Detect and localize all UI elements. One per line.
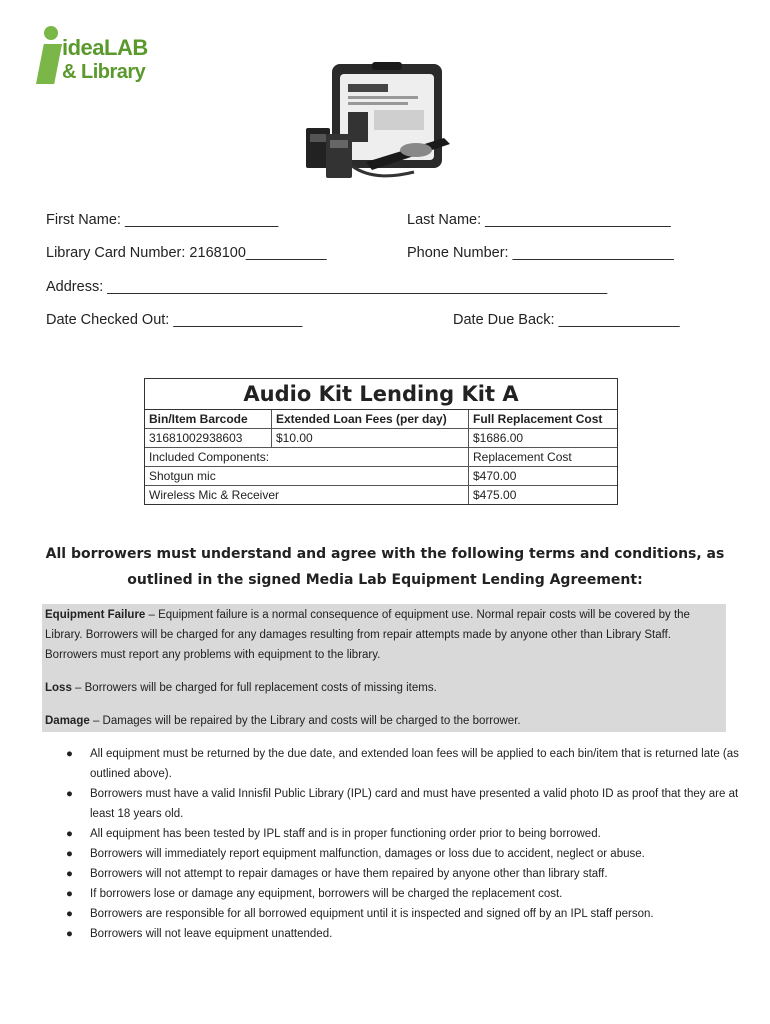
library-card-field[interactable]: Library Card Number: 2168100__________ [46, 245, 327, 261]
bullet-text: Borrowers are responsible for all borrowed equipment until it is inspected and signed off by an IPL staff person. [90, 908, 654, 920]
bullet-text: Borrowers will immediately report equipment malfunction, damages or loss due to accident, neglect or abuse. [90, 848, 645, 860]
first-name-field[interactable]: First Name: ___________________ [46, 212, 279, 228]
bullet-text: Borrowers will not attempt to repair damages or have them repaired by anyone other than library staff. [90, 868, 608, 880]
bullet-icon: ● [66, 868, 73, 880]
list-item [60, 904, 740, 924]
audio-kit-photo [304, 62, 470, 192]
damage-label: Damage [45, 715, 90, 727]
list-item [60, 784, 740, 824]
logo-bar [36, 44, 62, 84]
bullet-icon: ● [66, 908, 73, 920]
loss-text: – Borrowers will be charged for full replacement costs of missing items. [71, 682, 437, 694]
components-label: Included Components: [145, 448, 469, 466]
date-due-back-field[interactable]: Date Due Back: _______________ [453, 312, 680, 328]
logo-line1: ideaLAB [62, 35, 148, 60]
last-name-field[interactable]: Last Name: _______________________ [407, 212, 671, 228]
component-cost: $470.00 [473, 469, 517, 483]
list-item [60, 864, 740, 884]
component-name: Shotgun mic [145, 467, 469, 485]
loan-fee-value: $10.00 [272, 429, 469, 447]
list-item [60, 844, 740, 864]
bullet-icon: ● [66, 888, 73, 900]
bullet-text: If borrowers lose or damage any equipment, borrowers will be charged the replacement cost. [90, 888, 563, 900]
component-row [145, 486, 617, 504]
failure-text: – Equipment failure is a normal consequence of equipment use. Normal repair costs will be covered by the Library. Borrowers will be charged for any damages resulting from repair attempts made by anyone other than Library Staff. Borrowers must report any problems with equipment to the library. [45, 609, 690, 661]
damage-paragraph [45, 711, 725, 731]
list-item [60, 924, 740, 944]
logo-line2: & Library [62, 61, 146, 83]
bullet-icon: ● [66, 748, 73, 760]
logo-dot [44, 26, 58, 40]
list-item [60, 884, 740, 904]
bullet-text: All equipment has been tested by IPL staff and is in proper functioning order prior to being borrowed. [90, 828, 601, 840]
header-barcode: Bin/Item Barcode [145, 410, 272, 428]
component-row [145, 467, 617, 486]
kit-title: Audio Kit Lending Kit A [145, 379, 617, 410]
header-full-cost: Full Replacement Cost [473, 412, 603, 426]
kit-table [144, 378, 618, 505]
full-cost-value: $1686.00 [473, 431, 524, 445]
bullet-text: Borrowers must have a valid Innisfil Public Library (IPL) card and must have presented a valid photo ID as proof that they are at least 18 years old. [90, 788, 739, 820]
terms-intro [40, 541, 730, 593]
bullet-text: Borrowers will not leave equipment unattended. [90, 928, 333, 940]
loss-label: Loss [45, 682, 72, 694]
idealab-logo [36, 24, 166, 86]
kit-header-row [145, 410, 617, 429]
bullet-text: All equipment must be returned by the due date, and extended loan fees will be applied to each bin/item that is returned late (as outlined above). [90, 748, 739, 780]
component-name: Wireless Mic & Receiver [145, 486, 469, 504]
terms-bullet-list [60, 744, 740, 944]
components-header-row [145, 448, 617, 467]
loss-paragraph [45, 678, 725, 698]
terms-intro-line2: outlined in the signed Media Lab Equipment Lending Agreement: [127, 572, 643, 588]
failure-label: Equipment Failure [45, 609, 146, 621]
terms-intro-line1: All borrowers must understand and agree with the following terms and conditions, as [45, 546, 725, 562]
list-item [60, 744, 740, 784]
damage-text: – Damages will be repaired by the Library and costs will be charged to the borrower. [89, 715, 521, 727]
bullet-icon: ● [66, 928, 73, 940]
bullet-icon: ● [66, 788, 73, 800]
list-item [60, 824, 740, 844]
bullet-icon: ● [66, 828, 73, 840]
kit-values-row [145, 429, 617, 448]
component-cost: $475.00 [473, 488, 517, 502]
phone-field[interactable]: Phone Number: ____________________ [407, 245, 674, 261]
bullet-icon: ● [66, 848, 73, 860]
address-field[interactable]: Address: ______________________________________________________________ [46, 279, 608, 295]
header-loan-fees: Extended Loan Fees (per day) [272, 410, 469, 428]
barcode-value: 31681002938603 [145, 429, 272, 447]
equipment-failure-paragraph [45, 605, 725, 665]
date-checked-out-field[interactable]: Date Checked Out: ________________ [46, 312, 303, 328]
replacement-label: Replacement Cost [473, 450, 572, 464]
